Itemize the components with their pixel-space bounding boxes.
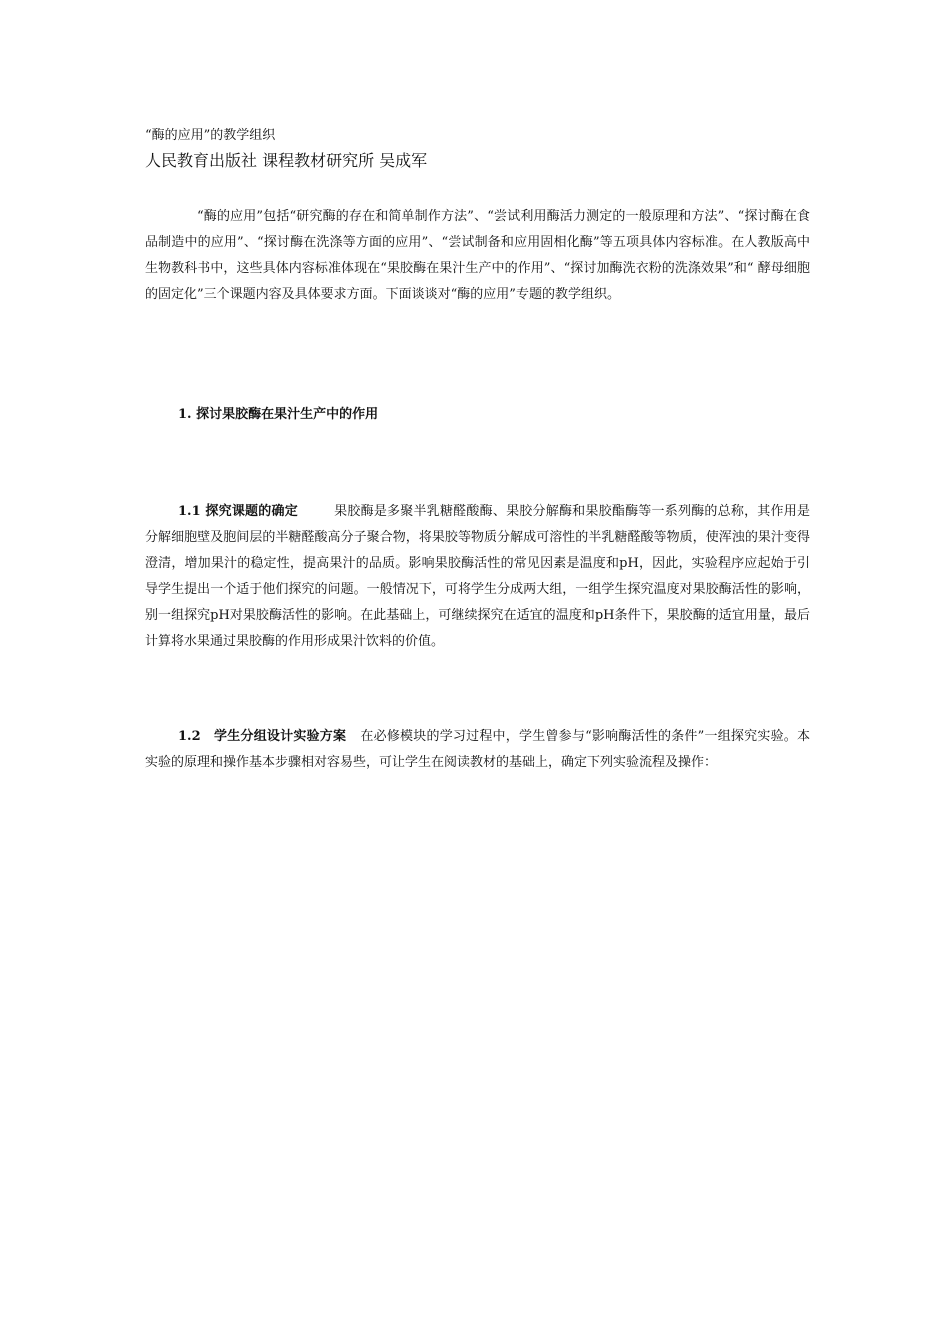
section-1-1-label: 1.1 探究课题的确定 xyxy=(178,504,298,519)
section-1-2-text: 在必修模块的学习过程中，学生曾参与“影响酶活性的条件”一组探究实验。本实验的原理和操作基本步骤相对容易些，可让学生在阅读教材的基础上，确定下列实验流程及操作： xyxy=(145,729,811,770)
section-1-2-label: 1.2 学生分组设计实验方案 xyxy=(178,729,347,744)
author-line: 人民教育出版社 课程教材研究所 吴成军 xyxy=(145,151,428,170)
section-1-1-paragraph xyxy=(145,499,810,655)
section-1-1-text: 果胶酶是多聚半乳糖醛酸酶、果胶分解酶和果胶酯酶等一系列酶的总称，其作用是分解细胞壁及胞间层的半糖醛酸高分子聚合物，将果胶等物质分解成可溶性的半乳糖醛酸等物质，使浑浊的果汁变得澄清，增加果汁的稳定性，提高果汁的品质。影响果胶酶活性的常见因素是温度和pH，因此，实验程序应起始于引导学生提出一个适于他们探究的问题。一般情况下，可将学生分成两大组，一组学生探究温度对果胶酶活性的影响，别一组探究pH对果胶酶活性的影响。在此基础上，可继续探究在适宜的温度和pH条件下，果胶酶的适宜用量，最后计算将水果通过果胶酶的作用形成果汁饮料的价值。 xyxy=(145,504,810,649)
document-title: “酶的应用”的教学组织 xyxy=(145,128,276,143)
section-1-2-paragraph xyxy=(145,724,810,776)
intro-paragraph: “酶的应用”包括“研究酶的存在和简单制作方法”、“尝试利用酶活力测定的一般原理和方法”、“探讨酶在食品制造中的应用”、“探讨酶在洗涤等方面的应用”、“尝试制备和应用固相化酶”等五项具体内容标准。在人教版高中生物教科书中，这些具体内容标准体现在“果胶酶在果汁生产中的作用”、“探讨加酶洗衣粉的洗涤效果”和“ 酵母细胞的固定化”三个课题内容及具体要求方面。下面谈谈对“酶的应用”专题的教学组织。 xyxy=(145,209,810,302)
section-1-heading: 1. 探讨果胶酶在果汁生产中的作用 xyxy=(178,407,379,422)
